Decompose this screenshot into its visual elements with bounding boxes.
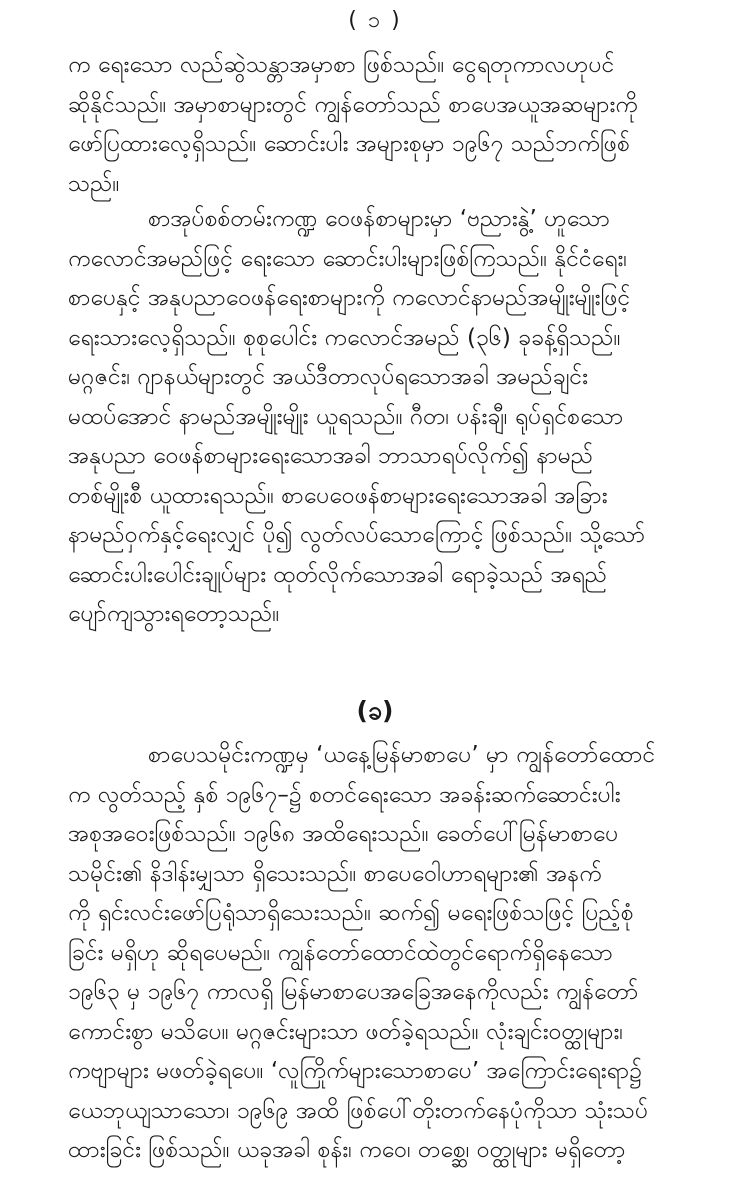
paragraph-line: စာပေသမိုင်းကဏ္ဍမှ ‘ယနေ့မြန်မာစာပေ’ မှာ ကျွန်တော်ထောင် <box>148 742 656 768</box>
paragraph-2 <box>68 200 688 635</box>
paragraph-line: ကလောင်အမည်ဖြင့် ရေးသော ဆောင်းပါးများဖြစ်ကြသည်။ နိုင်ငံရေး၊ <box>68 245 627 272</box>
paragraph-line: ကို ရှင်းလင်းဖော်ပြရုံသာရှိသေးသည်။ ဆက်၍ မရေးဖြစ်သဖြင့် ပြည့်စုံ <box>68 900 634 926</box>
paragraph-line: ပျော်ကျသွားရတော့သည်။ <box>68 601 280 627</box>
paragraph-1 <box>68 46 688 204</box>
page-number: ( ၁ ) <box>348 8 402 33</box>
paragraph-line: ကောင်းစွာ မသိပေ။ မဂ္ဂဇင်းများသာ ဖတ်ခဲ့ရသည်။ လုံးချင်းဝတ္ထုများ၊ <box>68 1018 623 1045</box>
paragraph-line: ၁၉၆၃ မှ ၁၉၆၇ ကာလရှိ မြန်မာစာပေအခြေအနေကိုလည်း ကျွန်တော် <box>68 979 639 1005</box>
paragraph-line: ဆောင်းပါးပေါင်းချုပ်များ ထုတ်လိုက်သောအခါ ရောခဲ့သည် အရည် <box>68 561 608 588</box>
paragraph-line: ယေဘုယျသာသော၊ ၁၉၆၉ အထိ ဖြစ်ပေါ်တိုးတက်နေပုံကိုသာ သုံးသပ် <box>68 1097 649 1124</box>
paragraph-line: ကဗျာများ မဖတ်ခဲ့ရပေ။ ‘လူကြိုက်များသောစာပေ’ အကြောင်းရေးရာ၌ <box>68 1058 642 1084</box>
paragraph-line: အစုအဝေးဖြစ်သည်။ ၁၉၆၈ အထိရေးသည်။ ခေတ်ပေါ်မြန်မာစာပေ <box>68 821 619 847</box>
paragraph-line: ဖော်ပြထားလေ့ရှိသည်။ ဆောင်းပါး အများစုမှာ ၁၉၆၇ သည်ဘက်ဖြစ် <box>68 131 630 157</box>
paragraph-line: ထားခြင်း ဖြစ်သည်။ ယခုအခါ စုန်း၊ ကဝေ၊ တစ္ဆေ၊ ဝတ္ထုများ မရှိတော့ <box>68 1137 626 1163</box>
paragraph-line: စာပေနှင့် အနုပညာဝေဖန်ရေးစာများကို ကလောင်နာမည်အမျိုးမျိုးဖြင့် <box>68 285 631 311</box>
paragraph-line: မထပ်အောင် နာမည်အမျိုးမျိုး ယူရသည်။ ဂီတ၊ ပန်းချီ၊ ရုပ်ရှင်စသော <box>68 403 624 430</box>
paragraph-line: သည်။ <box>68 170 120 197</box>
paragraph-line: သမိုင်း၏ နိဒါန်းမျှသာ ရှိသေးသည်။ စာပေဝေါဟာရများ၏ အနက် <box>68 860 602 887</box>
paragraph-line: အနုပညာ ဝေဖန်စာများရေးသောအခါ ဘာသာရပ်လိုက်၍ နာမည် <box>68 443 594 469</box>
paragraph-line: စာအုပ်စစ်တမ်းကဏ္ဍ ဝေဖန်စာများမှာ ‘ဗညားနွဲ့’ ဟူသော <box>148 206 610 232</box>
paragraph-line: တစ်မျိုးစီ ယူထားရသည်။ စာပေဝေဖန်စာများရေးသောအခါ အခြား <box>68 482 608 509</box>
paragraph-line: ဆိုနိုင်သည်။ အမှာစာများတွင် ကျွန်တော်သည် စာပေအယူအဆများကို <box>68 91 638 118</box>
paragraph-line: က လွတ်သည့် နှစ် ၁၉၆၇–၌ စတင်ရေးသော အခန်းဆက်ဆောင်းပါး <box>68 781 621 808</box>
paragraph-line: ရေးသားလေ့ရှိသည်။ စုစုပေါင်း ကလောင်အမည် (၃၆) ခုခန့်ရှိသည်။ <box>68 324 621 351</box>
paragraph-line: မဂ္ဂဇင်း၊ ဂျာနယ်များတွင် အယ်ဒီတာလုပ်ရသောအခါ အမည်ချင်း <box>68 364 588 390</box>
paragraph-3 <box>68 736 688 1171</box>
section-heading: (ခ) <box>356 696 394 725</box>
paragraph-line: ခြင်း မရှိဟု ဆိုရပေမည်။ ကျွန်တော်ထောင်ထဲတွင်ရောက်ရှိနေသော <box>68 939 613 966</box>
paragraph-line: က ရေးသော လည်ဆွဲသန္တာအမှာစာ ဖြစ်သည်။ ငွေရတုကာလဟုပင် <box>68 52 615 78</box>
paragraph-line: နာမည်ဝှက်နှင့်ရေးလျှင် ပို၍ လွတ်လပ်သောကြောင့် ဖြစ်သည်။ သို့သော် <box>68 522 646 548</box>
